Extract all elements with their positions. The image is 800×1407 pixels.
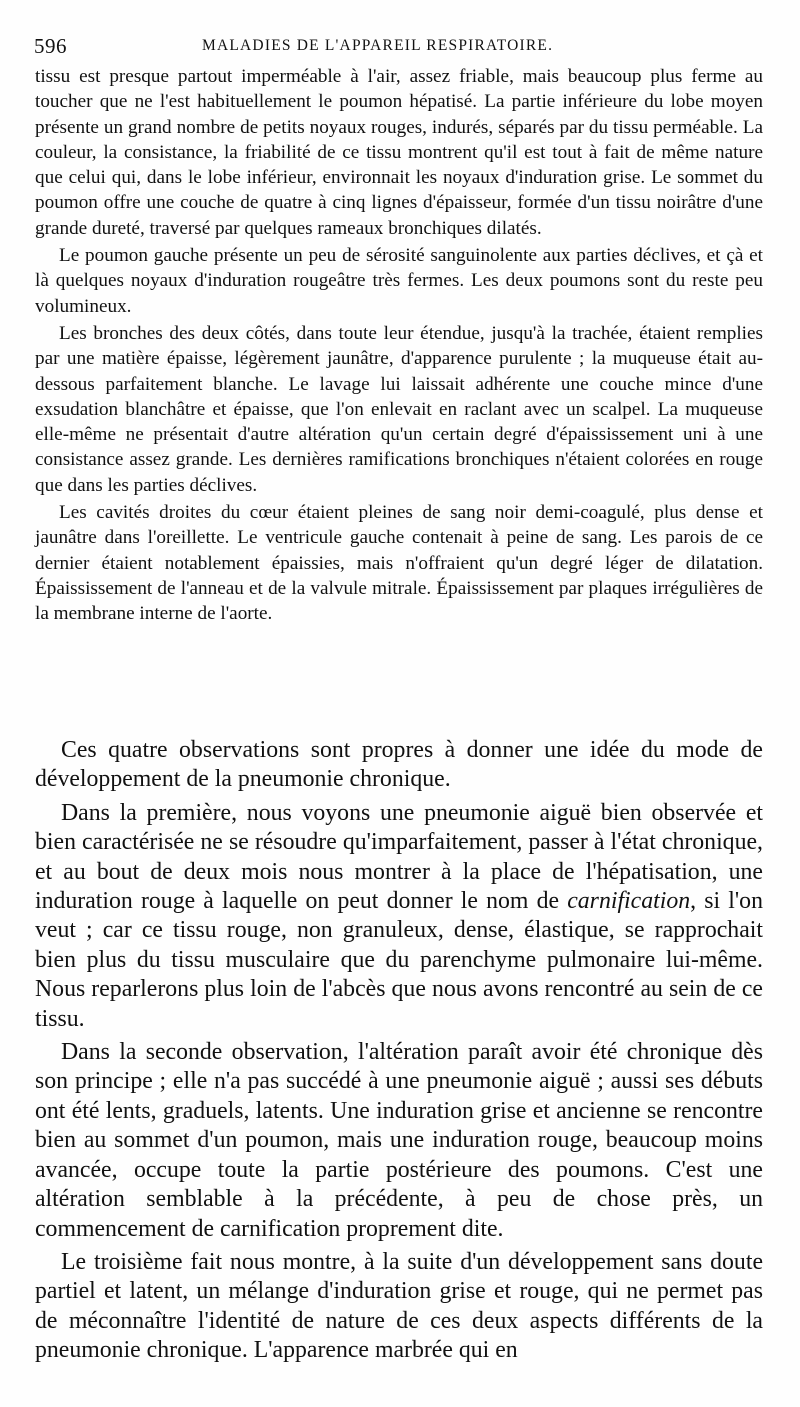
paragraph-right-lung: tissu est presque partout imperméable à l'air, assez friable, mais beaucoup plus ferme au toucher que ne l'est habituellement le poumon hépatisé. La partie inférieure du lobe moyen présente un grand nombre de petits noyaux rouges, indurés, séparés par du tissu perméable. La couleur, la consistance, la friabilité de ce tissu montrent qu'il est tout à fait de même nature que celui qui, dans le lobe inférieur, environnait les noyaux d'induration grise. Le sommet du poumon offre une couche de quatre à cinq lignes d'épaisseur, formée d'un tissu noirâtre d'une grande dureté, traversé par quelques rameaux bronchiques dilatés. [35, 66, 763, 239]
case-report-text [35, 64, 763, 627]
commentary-text [35, 736, 763, 1366]
paragraph-left-lung: Le poumon gauche présente un peu de sérosité sanguinolente aux parties déclives, et çà et là quelques noyaux d'induration rougeâtre très fermes. Les deux poumons sont du reste peu volumineux. [35, 245, 763, 317]
paragraph-first-case [35, 799, 763, 1034]
carnification-term: carnification [567, 888, 691, 915]
paragraph-heart: Les cavités droites du cœur étaient pleines de sang noir demi-coagulé, plus dense et jaunâtre dans l'oreillette. Le ventricule gauche contenait à peine de sang. Les parois de ce dernier étaient notablement épaissies, mais n'offraient qu'un degré léger de dilatation. Épaississement de l'anneau et de la valvule mitrale. Épaississement par plaques irrégulières de la membrane interne de l'aorte. [35, 502, 763, 625]
first-case-text-end: , si l'on veut ; car ce tissu rouge, non granuleux, dense, élastique, se rapprochait bien plus du tissu musculaire que du parenchyme pulmonaire lui-même. Nous reparlerons plus loin de l'abcès que nous avons rencontré au sein de ce tissu. [35, 888, 763, 1032]
paragraph-summary: Ces quatre observations sont propres à donner une idée du mode de développement de la pneumonie chronique. [35, 737, 763, 793]
running-head [34, 34, 764, 58]
page-number: 596 [34, 34, 67, 58]
paragraph-second-case: Dans la seconde observation, l'altération paraît avoir été chronique dès son principe ; elle n'a pas succédé à une pneumonie aiguë ; aussi ses débuts ont été lents, graduels, latents. Une induration grise et ancienne se rencontre bien au sommet d'un poumon, mais une induration rouge, beaucoup moins avancée, occupe toute la partie postérieure des poumons. C'est une altération semblable à la précédente, à peu de chose près, un commencement de carnification proprement dite. [35, 1039, 763, 1242]
running-title: MALADIES DE L'APPAREIL RESPIRATOIRE. [202, 37, 554, 54]
first-case-text-start: Dans la première, nous voyons une pneumonie aiguë bien observée et bien caractérisée ne se résoudre qu'imparfaitement, passer à l'état chronique, et au bout de deux mois nous montrer à la place de l'hépatisation, une induration rouge à laquelle on peut donner le nom de [35, 799, 763, 915]
paragraph-bronchi: Les bronches des deux côtés, dans toute leur étendue, jusqu'à la trachée, étaient remplies par une matière épaisse, légèrement jaunâtre, d'apparence purulente ; la muqueuse était au-dessous parfaitement blanche. Le lavage lui laissait adhérente une couche mince d'une exsudation blanchâtre et épaisse, que l'on enlevait en raclant avec un scalpel. La muqueuse elle-même ne présentait d'autre altération qu'un certain degré d'épaississement uni à une consistance assez grande. Les dernières ramifications bronchiques n'étaient colorées en rouge que dans les parties déclives. [35, 322, 763, 496]
paragraph-third-case: Le troisième fait nous montre, à la suite d'un développement sans doute partiel et latent, un mélange d'induration grise et rouge, qui ne permet pas de méconnaître l'identité de nature de ces deux aspects différents de la pneumonie chronique. L'apparence marbrée qui en [35, 1248, 763, 1364]
